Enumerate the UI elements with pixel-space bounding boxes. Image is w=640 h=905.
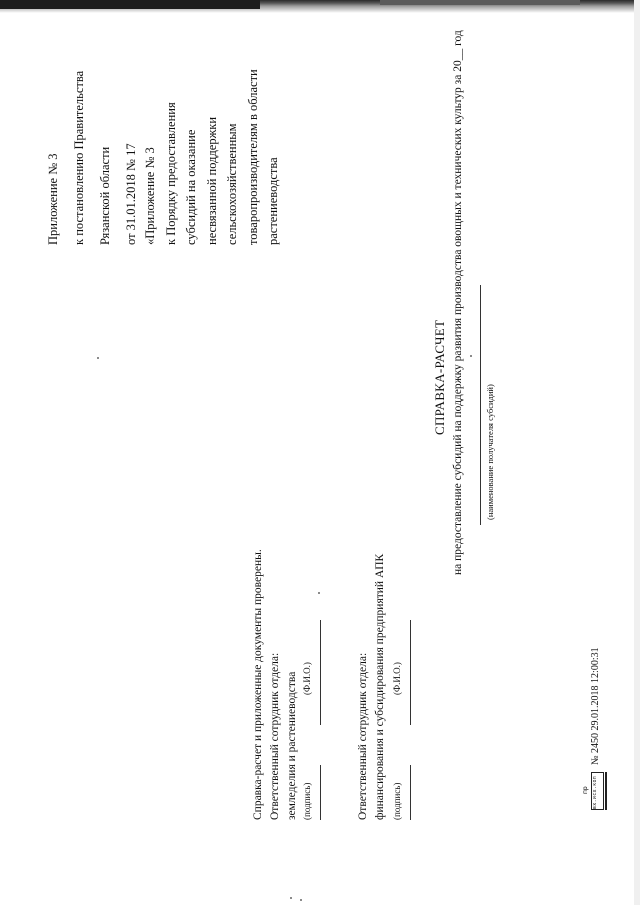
- appendix2-line: товаропроизводителям в области: [245, 69, 260, 245]
- recipient-line: [480, 285, 481, 525]
- appendix-procedure-header: [140, 69, 284, 245]
- name-line: [320, 620, 321, 725]
- name-line: [410, 620, 411, 725]
- signature-line: [410, 765, 411, 820]
- responsible-line: Ответственный сотрудник отдела:: [357, 652, 369, 820]
- name-label: (Ф.И.О.): [392, 662, 402, 695]
- signature-line: [320, 765, 321, 820]
- name-label: (Ф.И.О.): [302, 662, 312, 695]
- checked-block: [250, 549, 301, 820]
- appendix-line: Рязанской области: [98, 146, 112, 245]
- appendix-header: [40, 71, 144, 245]
- document-title: СПРАВКА-РАСЧЕТ: [432, 319, 447, 435]
- appendix-line: Приложение № 3: [46, 153, 60, 245]
- checked-line: Справка-расчет и приложенные документы проверены.: [252, 549, 264, 820]
- registration-number: № 2450 29.01.2018 12:00:31: [590, 647, 601, 765]
- appendix2-line: сельскохозяйственным: [225, 123, 239, 245]
- appendix2-line: субсидий на оказание: [184, 129, 198, 245]
- appendix2-line: «Приложение № 3: [143, 147, 157, 245]
- appendix2-line: к Порядку предоставления: [163, 102, 178, 245]
- stamp-cells: вх.исх.кол: [592, 775, 598, 809]
- appendix2-line: растениеводства: [266, 157, 280, 245]
- checked-line: Ответственный сотрудник отдела:: [269, 652, 281, 820]
- responsible-block: [355, 554, 389, 820]
- signature-label: (подпись): [302, 782, 312, 820]
- checked-line: земледелия и растениеводства: [286, 671, 298, 820]
- document-subtitle: на предоставление субсидий на поддержку развития производства овощных и технических культур за 20__ год: [452, 30, 464, 575]
- appendix-line: от 31.01.2018 № 17: [124, 143, 138, 245]
- stamp-top-label: пр: [582, 786, 589, 794]
- stamp-bar: [605, 772, 607, 810]
- recipient-caption: (наименование получателя субсидий): [485, 384, 495, 520]
- signature-label: (подпись): [392, 782, 402, 820]
- registration-stamp: [582, 770, 607, 810]
- appendix2-line: несвязанной поддержки: [204, 116, 219, 245]
- responsible-line: финансирования и субсидирования предприятий АПК: [374, 553, 386, 820]
- appendix-line: к постановлению Правительства: [72, 70, 86, 245]
